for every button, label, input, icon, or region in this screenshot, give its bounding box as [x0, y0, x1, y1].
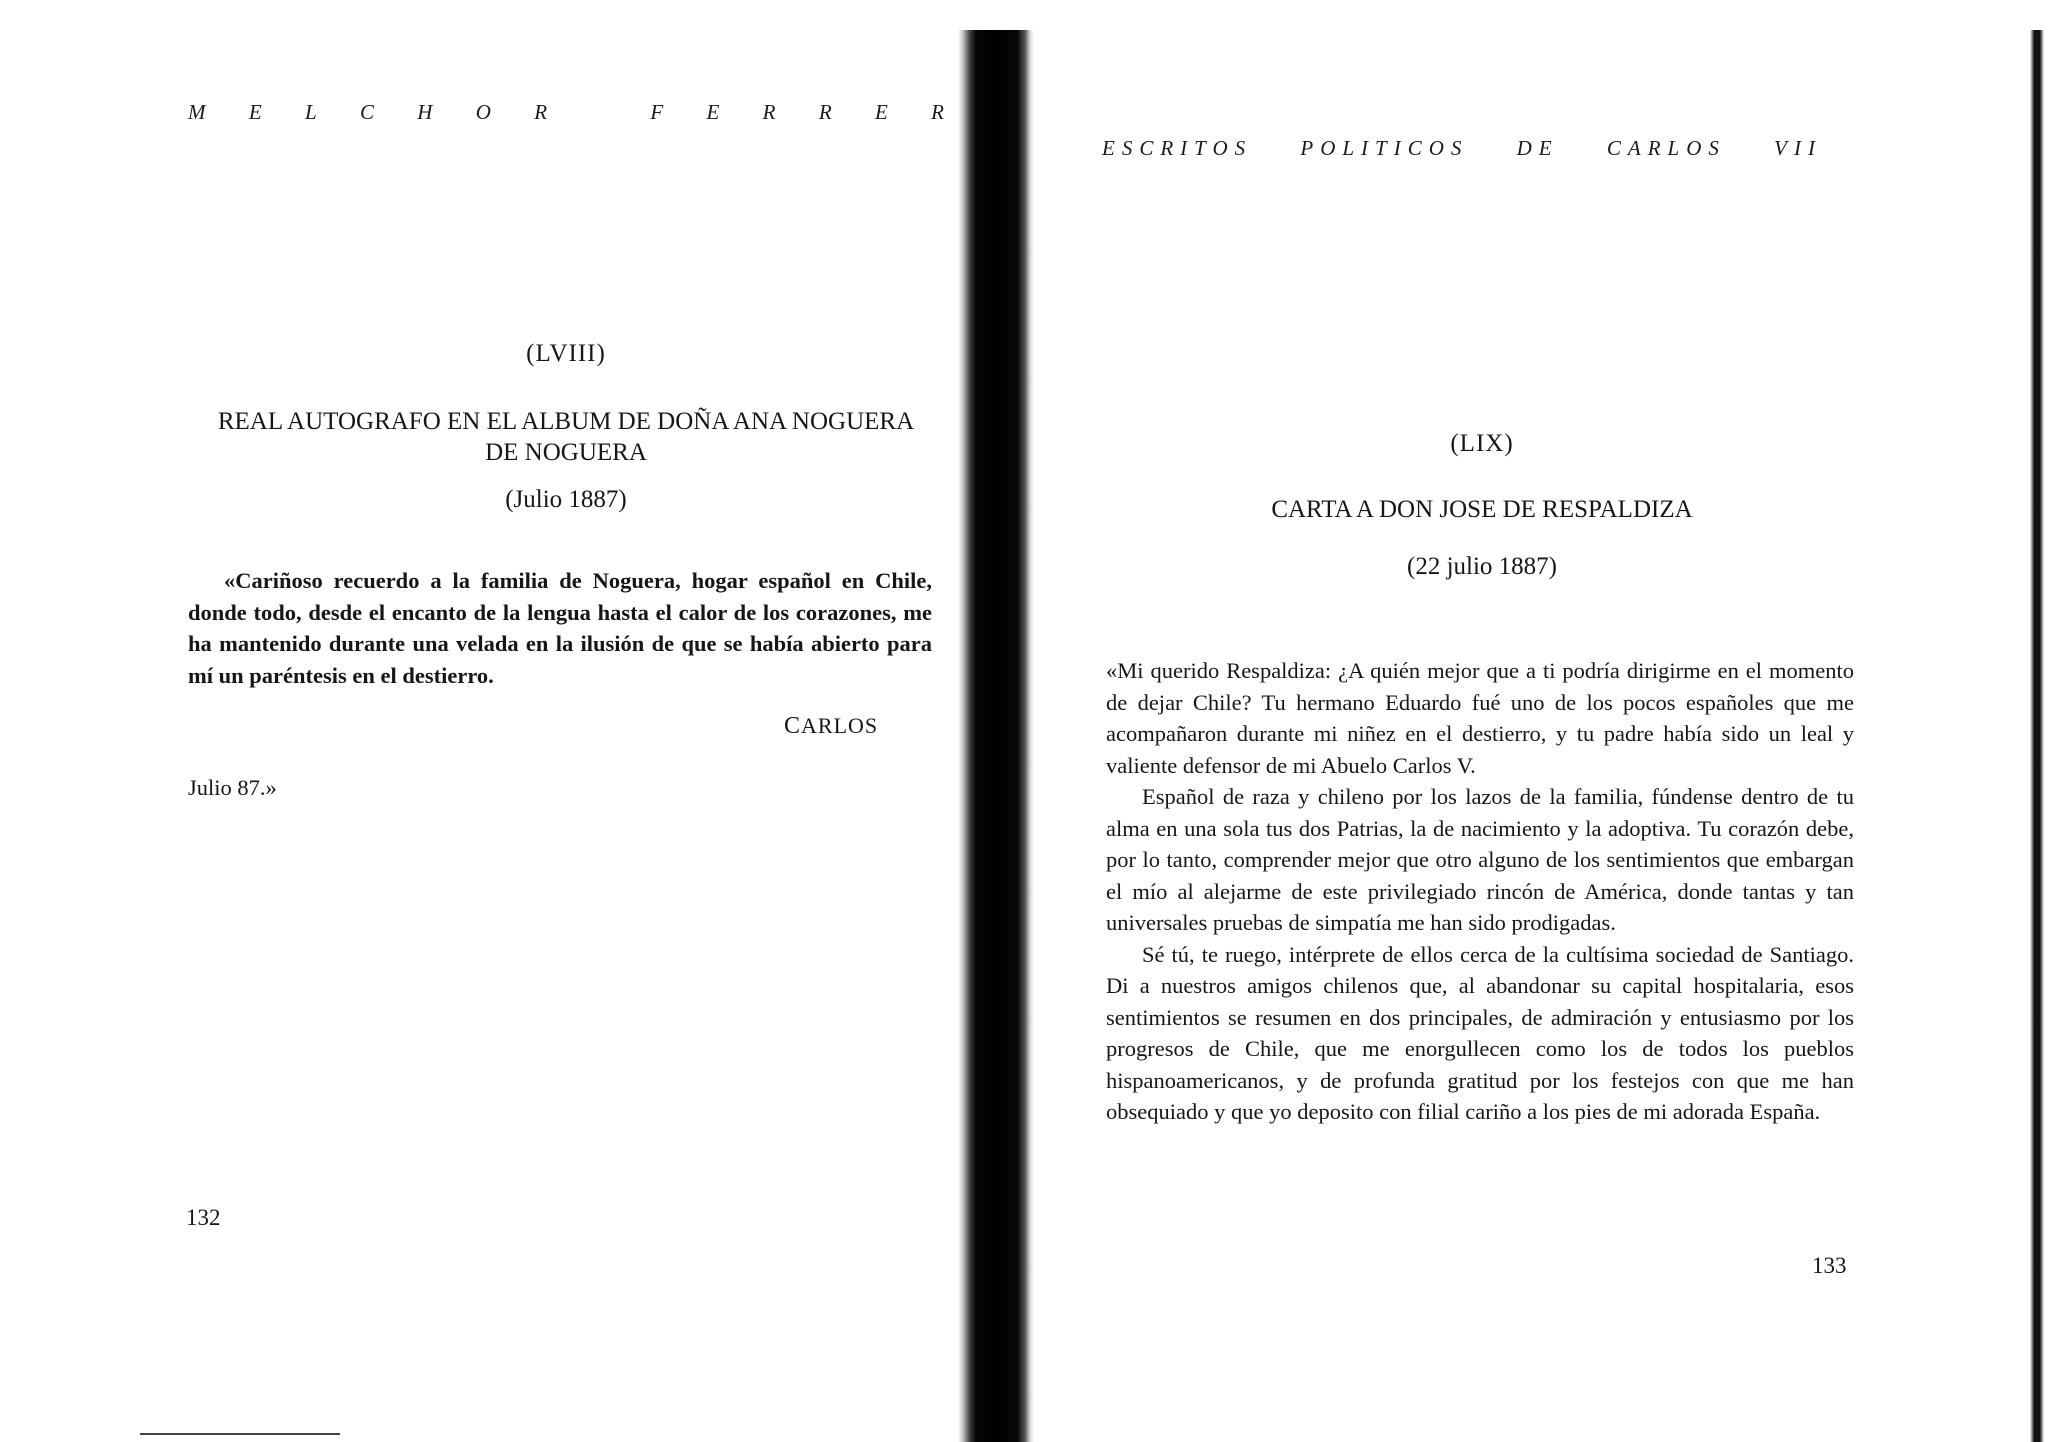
left-document-title [188, 406, 944, 468]
left-body-text: «Cariñoso recuerdo a la familia de Noguera, hogar español en Chile, donde todo, desde el encanto de la lengua hasta el calor de los corazones, me ha mantenido durante una velada en la ilusión de que se había abierto para mí un paréntesis en el destierro. [188, 568, 932, 688]
left-title-line: DE NOGUERA [485, 439, 647, 466]
running-head-letter: L [304, 100, 317, 124]
signature [784, 713, 878, 740]
right-body-text [1106, 655, 1854, 1128]
right-document-date: (22 julio 1887) [1407, 553, 1557, 580]
right-document-title: CARTA A DON JOSE DE RESPALDIZA [1271, 496, 1693, 523]
running-head-letter: E [248, 100, 262, 124]
running-head-letter: R [762, 100, 776, 124]
running-head-letter: F [650, 100, 664, 124]
footer-rule [140, 1433, 340, 1435]
book-gutter [958, 30, 1034, 1442]
running-head-letter: E [874, 100, 888, 124]
signature-rest: ARLOS [801, 713, 879, 738]
running-head-letter: R [818, 100, 832, 124]
paragraph: Español de raza y chileno por los lazos de la familia, fúndense dentro de tu alma en una sola tus dos Patrias, la de nacimiento y la adoptiva. Tu corazón debe, por lo tanto, comprender mejor que otro alguno de los sentimientos que embargan el mío al alejarme de este privilegiado rincón de América, donde tantas y tan universales pruebas de simpatía me han sido prodigadas. [1106, 784, 1854, 935]
running-head-letter: M [188, 100, 206, 124]
left-document-number: (LVIII) [526, 340, 606, 367]
running-head-letter: H [417, 100, 433, 124]
right-running-head: ESCRITOS POLITICOS DE CARLOS VII [1102, 136, 1822, 160]
left-page-number: 132 [186, 1205, 221, 1230]
running-head-letter: C [359, 100, 374, 124]
left-title-line: REAL AUTOGRAFO EN EL ALBUM DE DOÑA ANA NOGUERA [217, 408, 915, 435]
running-head-letter: E [706, 100, 720, 124]
signature-initial: C [784, 713, 802, 739]
running-head-letter: O [475, 100, 491, 124]
closing-date: Julio 87.» [188, 775, 277, 800]
right-page [1040, 0, 2048, 1442]
left-running-head [188, 100, 944, 125]
right-document-number: (LIX) [1450, 430, 1514, 457]
paragraph: Sé tú, te ruego, intérprete de ellos cerca de la cultísima sociedad de Santiago. Di a nuestros amigos chilenos que, al abandonar su capital hospitalaria, esos sentimientos se resumen en dos principales, de admiración y entusiasmo por los progresos de Chile, que me enorgullecen como los de todos los pueblos hispanoamericanos, y de profunda gratitud por los festejos con que me han obsequiado y que yo deposito con filial cariño a los pies de mi adorada España. [1106, 941, 1854, 1124]
paragraph: «Mi querido Respaldiza: ¿A quién mejor que a ti podría dirigirme en el momento de dejar Chile? Tu hermano Eduardo fué uno de los pocos españoles que me acompañaron durante mi niñez en el destierro, y tu padre había sido un leal y valiente defensor de mi Abuelo Carlos V. [1106, 658, 1854, 778]
right-page-number: 133 [1812, 1253, 1847, 1278]
left-page [0, 0, 960, 1442]
running-head-letter: R [931, 100, 944, 124]
left-document-date: (Julio 1887) [505, 486, 627, 513]
running-head-letter: R [534, 100, 548, 124]
